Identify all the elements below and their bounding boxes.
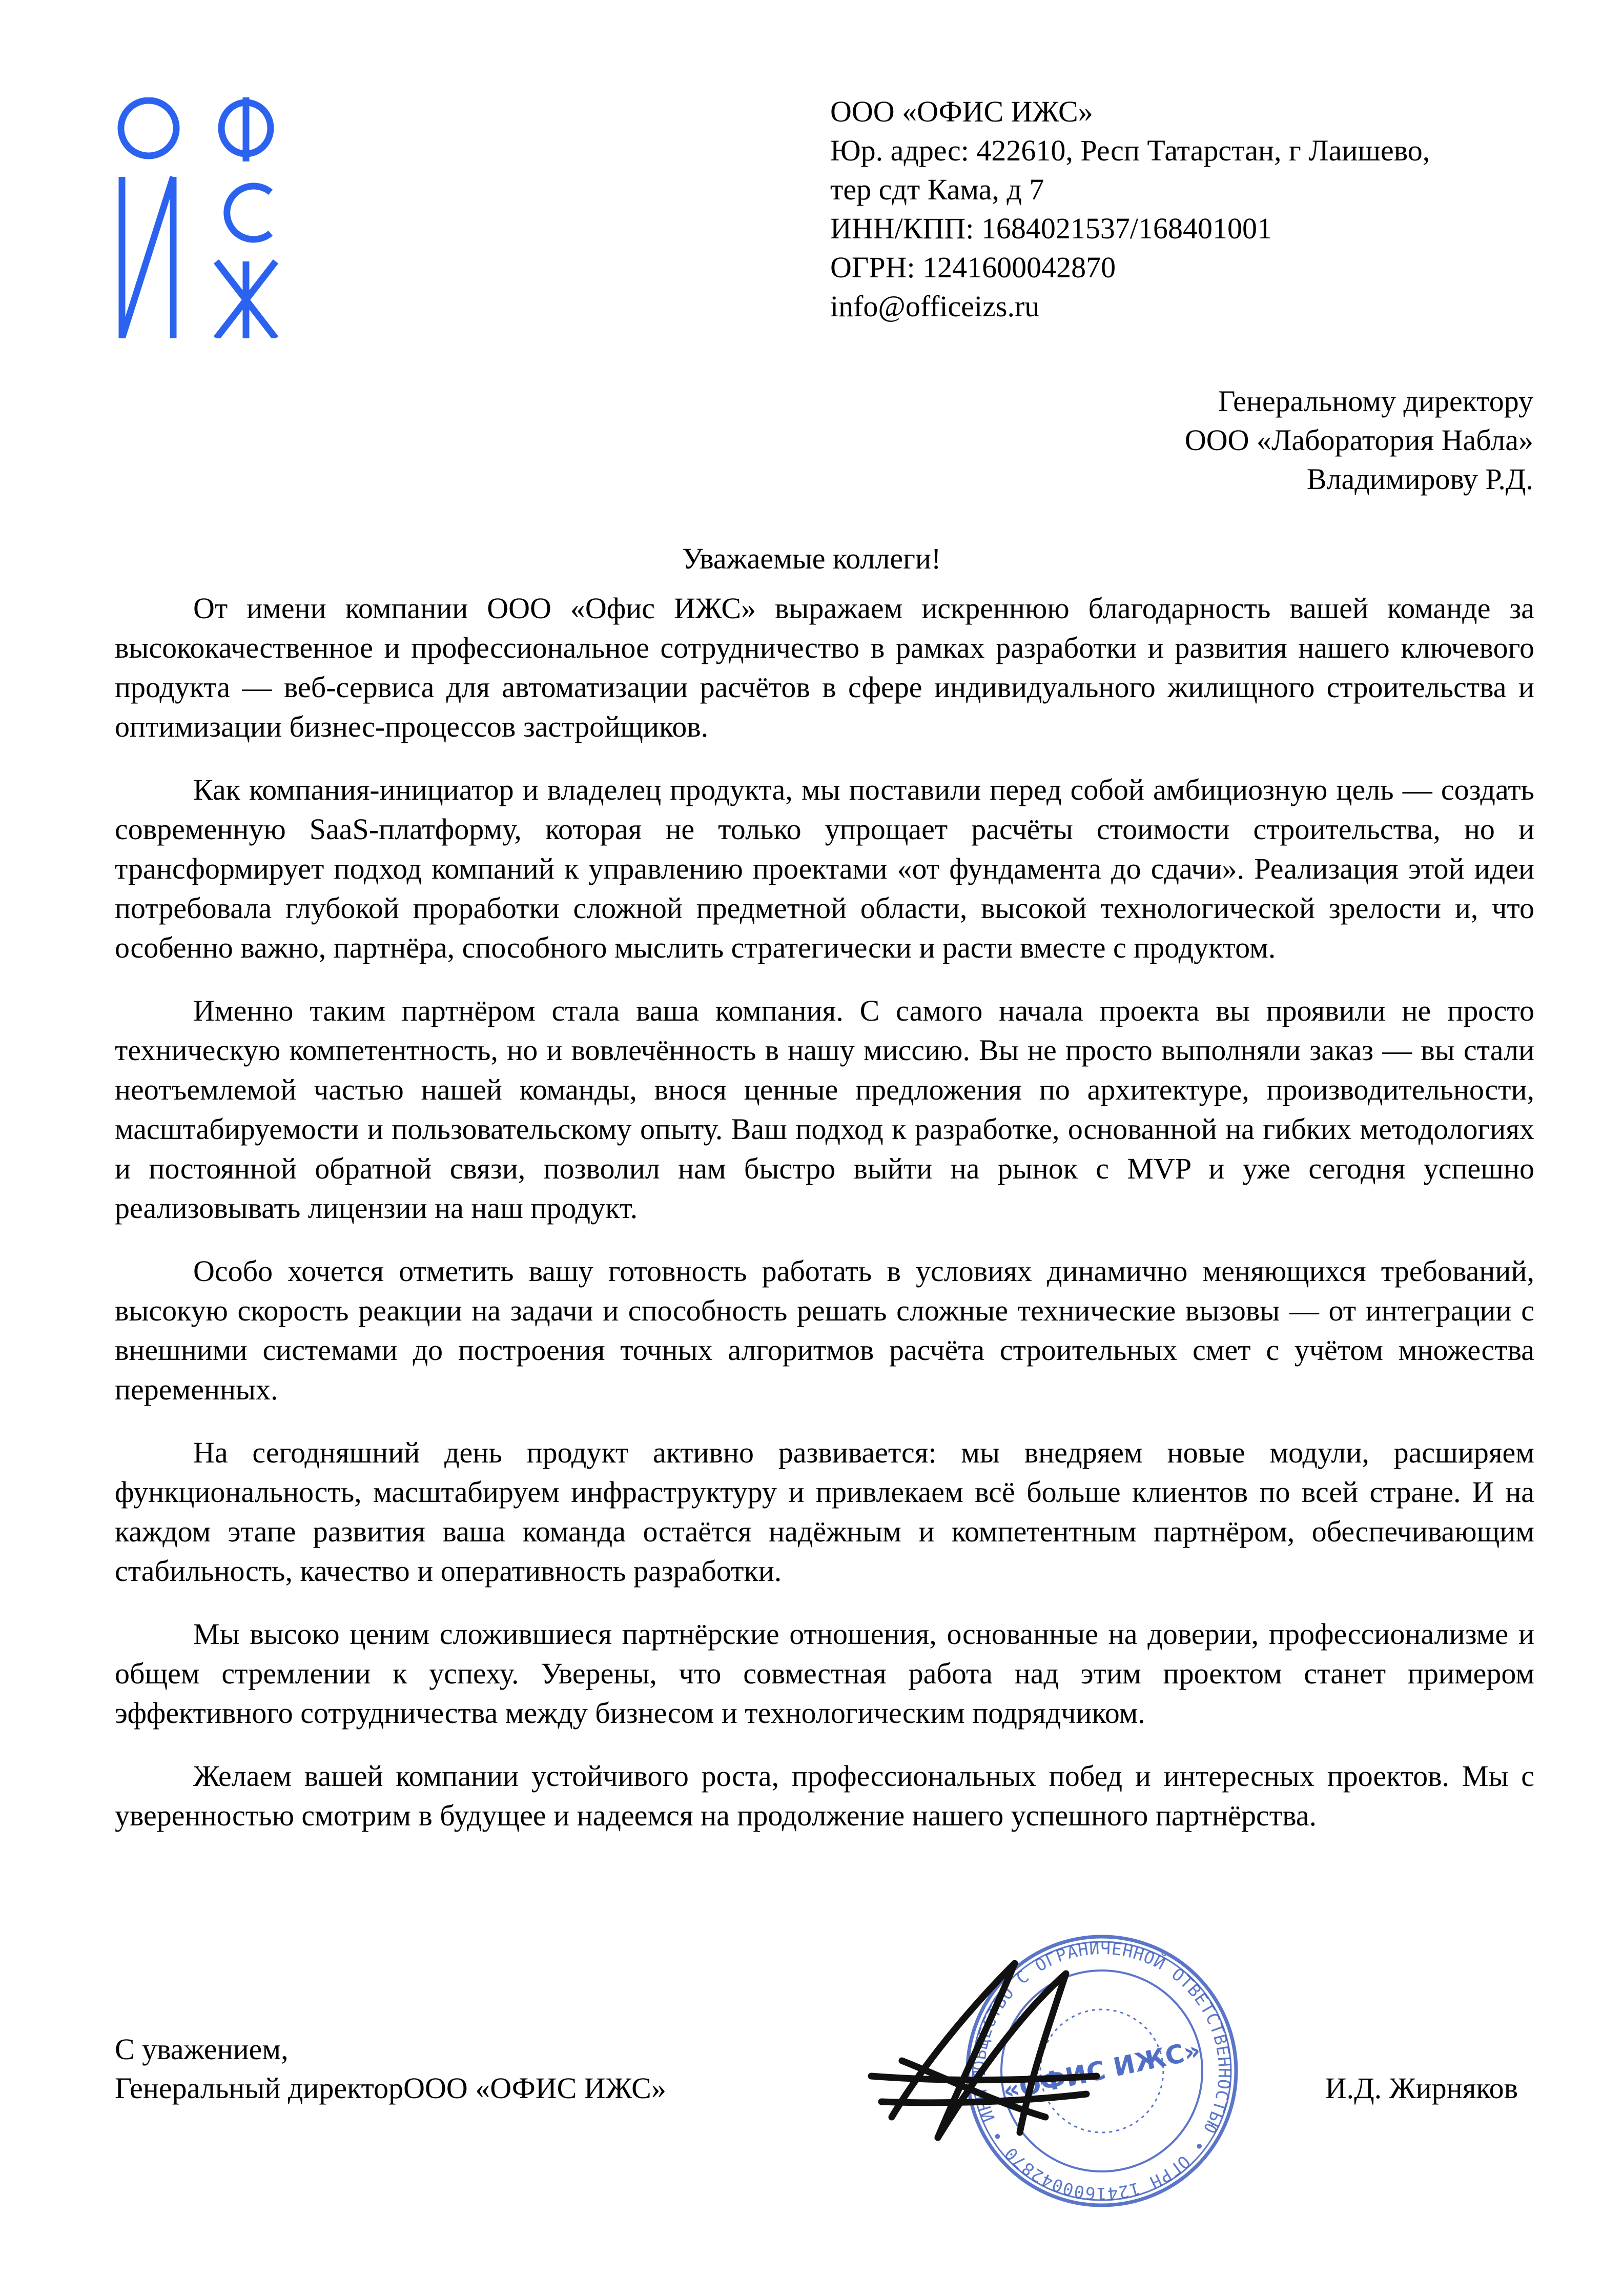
body-paragraph: Мы высоко ценим сложившиеся партнёрские отношения, основанные на доверии, профессионализме и общем стремлении к успеху. Уверены, что совместная работа над этим проектом станет примером эффективного сотрудничества между бизнесом и технологическим подрядчиком. [115, 1617, 1534, 1730]
body-paragraph: От имени компании ООО «Офис ИЖС» выражаем искреннюю благодарность вашей команде за высококачественное и профессиональное сотрудничество в рамках разработки и развития нашего ключевого продукта — веб-сервиса для автоматизации расчётов в сфере индивидуального жилищного строительства и оптимизации бизнес-процессов застройщиков. [115, 592, 1534, 743]
seal-center-text: «ОФИС ИЖС» [1000, 2035, 1203, 2106]
company-address-cont: тер сдт Кама, д 7 [830, 173, 1044, 206]
addressee-block [816, 382, 1533, 499]
letter-body [115, 588, 1534, 1859]
signer-name: И.Д. Жирняков [1325, 2071, 1518, 2105]
logo-mark [117, 97, 286, 338]
company-address: Юр. адрес: 422610, Респ Татарстан, г Лаишево, [830, 134, 1430, 167]
company-inn-kpp: ИНН/КПП: 1684021537/168401001 [830, 212, 1272, 245]
body-paragraph: На сегодняшний день продукт активно развивается: мы внедряем новые модули, расширяем функциональность, масштабируем инфраструктуру и привлекаем всё больше клиентов по всей стране. И на каждом этапе развития ваша команда остаётся надёжным и компетентным партнёром, обеспечивающим стабильность, качество и оперативность разработки. [115, 1436, 1534, 1588]
body-paragraph: Особо хочется отметить вашу готовность работать в условиях динамично меняющихся требований, высокую скорость реакции на задачи и способность решать сложные технические вызовы — от интеграции с внешними системами до построения точных алгоритмов расчёта строительных смет с учётом множества переменных. [115, 1254, 1534, 1406]
signature-stroke [861, 1948, 1107, 2184]
company-email[interactable]: info@officeizs.ru [830, 290, 1040, 323]
addressee-name: Владимирову Р.Д. [1306, 462, 1533, 496]
addressee-company: ООО «Лаборатория Набла» [1184, 423, 1533, 457]
seal-ring-textpath: ОБЩЕСТВО С ОГРАНИЧЕННОЙ ОТВЕТСТВЕННОСТЬЮ • ОГРН 1241600042870 • ИНН 1 [969, 1938, 1235, 2204]
logo-letter-o [121, 100, 176, 156]
body-paragraph: Желаем вашей компании устойчивого роста, профессиональных побед и интересных проектов. Мы с уверенностью смотрим в будущее и надеемся на продолжение нашего успешного партнёрства. [115, 1759, 1534, 1832]
company-logo [117, 97, 286, 338]
company-details [830, 92, 1548, 326]
body-paragraph: Именно таким партнёром стала ваша компания. С самого начала проекта вы проявили не просто техническую компетентность, но и вовлечённость в нашу миссию. Вы не просто выполняли заказ — вы стали неотъемлемой частью нашей команды, внося ценные предложения по архитектуре, производительности, масштабируемости и пользовательскому опыту. Ваш подход к разработке, основанной на гибких методологиях и постоянной обратной связи, позволил нам быстро выйти на рынок с MVP и уже сегодня успешно реализовывать лицензии на наш продукт. [115, 994, 1534, 1225]
closing-block [115, 2030, 666, 2108]
closing-regards: С уважением, [115, 2033, 289, 2066]
logo-letter-zhe [216, 261, 276, 338]
letter-greeting: Уважаемые коллеги! [682, 542, 941, 575]
company-name: ООО «ОФИС ИЖС» [830, 95, 1093, 128]
company-ogrn: ОГРН: 1241600042870 [830, 251, 1116, 284]
body-paragraph: Как компания-инициатор и владелец продукта, мы поставили перед собой амбициозную цель — создать современную SaaS-платформу, которая не только упрощает расчёты стоимости строительства, но и трансформирует подход компаний к управлению проектами «от фундамента до сдачи». Реализация этой идеи потребовала глубокой проработки сложной предметной области, высокой технологической зрелости и, что особенно важно, партнёра, способного мыслить стратегически и расти вместе с продуктом. [115, 773, 1534, 964]
logo-letter-ef [221, 97, 271, 161]
handwritten-signature [861, 1948, 1107, 2184]
logo-letter-i [122, 177, 173, 338]
addressee-position: Генеральному директору [1218, 384, 1533, 418]
logo-letter-es [227, 186, 271, 239]
closing-position: Генеральный директорООО «ОФИС ИЖС» [115, 2071, 666, 2105]
